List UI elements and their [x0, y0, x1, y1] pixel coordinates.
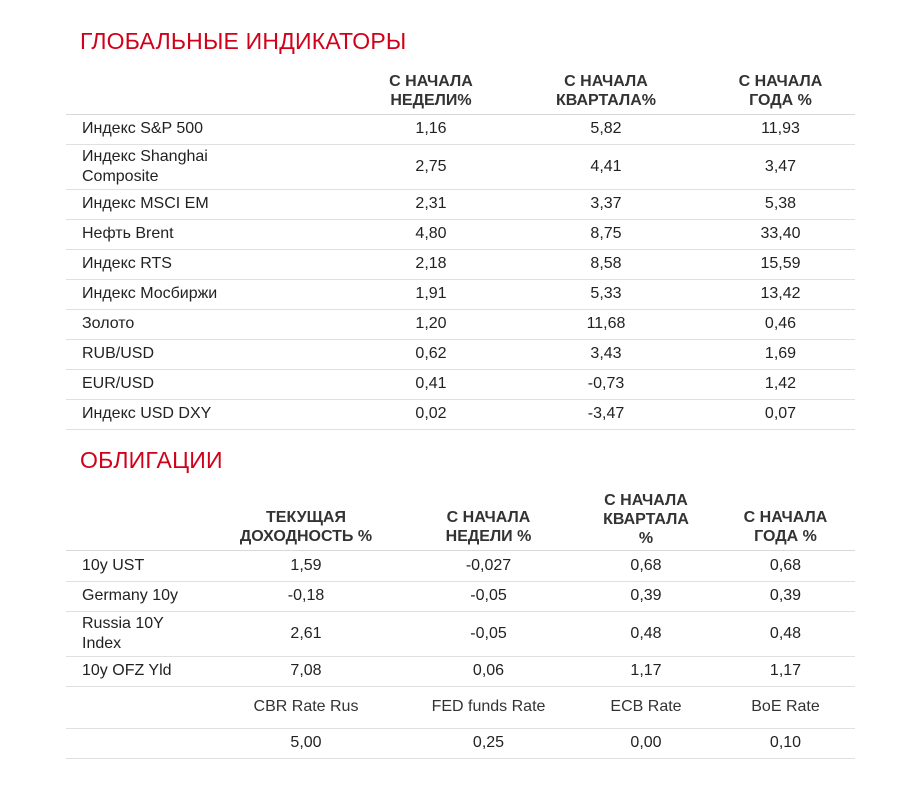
cell-week: 2,75	[415, 157, 447, 175]
cell-quarter: 8,58	[590, 255, 622, 272]
rate-label-fed: FED funds Rate	[431, 698, 546, 715]
column-header-year: С НАЧАЛА ГОДА %	[743, 508, 828, 545]
cell-quarter: 4,41	[590, 157, 622, 175]
cell-week: 0,06	[472, 662, 505, 679]
table-header-row	[66, 484, 855, 550]
cell-yield: 1,59	[290, 556, 322, 574]
column-header-instrument	[66, 70, 356, 114]
row-label: 10y UST	[82, 556, 145, 574]
table-row	[66, 309, 855, 339]
table-row	[66, 339, 855, 369]
cell-week: 4,80	[415, 225, 447, 242]
cell-week: -0,05	[470, 587, 507, 604]
cell-week: 2,18	[415, 255, 447, 272]
table-row	[66, 114, 855, 144]
cell-week: 1,16	[415, 120, 447, 137]
cell-year: 33,40	[760, 225, 801, 242]
cell-year: 1,69	[764, 345, 797, 362]
rates-values-row	[66, 728, 855, 758]
row-label: Индекс RTS	[82, 255, 172, 272]
cell-week: -0,05	[470, 624, 507, 642]
cell-week: 1,20	[415, 315, 447, 332]
bonds-table	[66, 484, 855, 759]
cell-week: 0,02	[415, 405, 447, 422]
cell-quarter: 0,48	[630, 624, 662, 642]
column-header-week: С НАЧАЛА НЕДЕЛИ%	[389, 72, 473, 109]
table-row	[66, 611, 855, 656]
global-indicators-table	[66, 70, 855, 430]
cell-year: 3,47	[764, 157, 797, 175]
cell-quarter: -3,47	[587, 405, 625, 422]
cell-year: 1,17	[769, 662, 802, 679]
global-indicators-title: ГЛОБАЛЬНЫЕ ИНДИКАТОРЫ	[80, 28, 407, 54]
cell-week: 0,62	[415, 345, 447, 362]
rates-empty-cell	[66, 728, 211, 758]
column-header-year: С НАЧАЛА ГОДА %	[738, 72, 823, 109]
cell-yield: 2,61	[290, 624, 322, 642]
row-label: Russia 10Y Index	[82, 614, 164, 652]
cell-yield: -0,18	[287, 587, 325, 604]
cell-week: 2,31	[415, 195, 447, 212]
table-header-row	[66, 70, 855, 114]
table-row	[66, 279, 855, 309]
cell-week: 1,91	[415, 285, 447, 302]
table-row	[66, 550, 855, 581]
rate-value-fed: 0,25	[472, 734, 505, 751]
row-label: Индекс Мосбиржи	[82, 285, 218, 302]
row-label: Индекс MSCI EM	[82, 195, 209, 212]
row-label: Золото	[82, 315, 135, 332]
column-header-week: С НАЧАЛА НЕДЕЛИ %	[445, 508, 532, 545]
cell-quarter: 3,43	[590, 345, 622, 362]
row-label: Нефть Brent	[82, 225, 174, 242]
row-label: Индекс USD DXY	[82, 405, 212, 422]
cell-quarter: 5,33	[590, 285, 622, 302]
cell-year: 0,46	[764, 315, 797, 332]
column-header-quarter: С НАЧАЛА КВАРТАЛА%	[555, 72, 657, 109]
rates-header-row	[66, 686, 855, 728]
table-row	[66, 369, 855, 399]
cell-year: 15,59	[760, 255, 801, 272]
rate-value-boe: 0,10	[769, 734, 802, 751]
table-row	[66, 399, 855, 429]
cell-quarter: -0,73	[587, 375, 625, 392]
rate-label-boe: BoE Rate	[751, 698, 820, 715]
cell-year: 0,39	[769, 587, 802, 604]
rate-value-ecb: 0,00	[630, 734, 662, 751]
rate-value-cbr: 5,00	[290, 734, 322, 751]
row-label: EUR/USD	[82, 375, 155, 392]
cell-year: 11,93	[761, 120, 800, 137]
cell-year: 0,48	[769, 624, 802, 642]
table-row	[66, 249, 855, 279]
row-label: Индекс Shanghai Composite	[82, 147, 208, 185]
row-label: Germany 10y	[82, 587, 179, 604]
row-label: RUB/USD	[82, 345, 155, 362]
cell-week: 0,41	[415, 375, 447, 392]
cell-quarter: 11,68	[586, 315, 626, 332]
cell-yield: 7,08	[290, 662, 322, 679]
table-row	[66, 581, 855, 611]
cell-year: 5,38	[764, 195, 797, 212]
column-header-yield: ТЕКУЩАЯ ДОХОДНОСТЬ %	[239, 508, 373, 545]
table-row	[66, 144, 855, 189]
rates-empty-cell	[66, 686, 211, 728]
cell-quarter: 0,68	[630, 556, 662, 574]
cell-quarter: 3,37	[590, 195, 622, 212]
rate-label-ecb: ECB Rate	[610, 698, 682, 715]
column-header-instrument	[66, 484, 211, 550]
rate-label-cbr: CBR Rate Rus	[253, 698, 359, 715]
cell-quarter: 5,82	[590, 120, 622, 137]
cell-quarter: 0,39	[630, 587, 662, 604]
table-row	[66, 219, 855, 249]
table-row	[66, 656, 855, 686]
cell-year: 0,68	[769, 556, 802, 574]
column-header-quarter: С НАЧАЛА КВАРТАЛА %	[603, 491, 689, 547]
cell-year: 1,42	[764, 375, 797, 392]
row-label: Индекс S&P 500	[82, 120, 204, 137]
cell-year: 13,42	[760, 285, 801, 302]
table-row	[66, 189, 855, 219]
cell-week: -0,027	[465, 556, 512, 574]
cell-quarter: 1,17	[630, 662, 662, 679]
cell-year: 0,07	[764, 405, 797, 422]
row-label: 10y OFZ Yld	[82, 662, 172, 679]
cell-quarter: 8,75	[590, 225, 622, 242]
bonds-title: ОБЛИГАЦИИ	[80, 447, 223, 473]
